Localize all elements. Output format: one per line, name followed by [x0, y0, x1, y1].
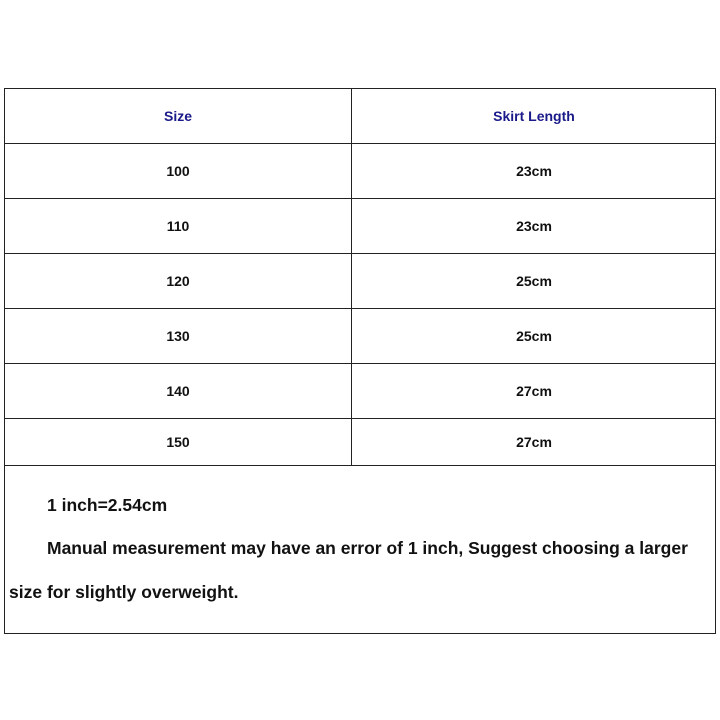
manual-measurement-note-line-1: Manual measurement may have an error of 1 inch, Suggest choosing a larger — [47, 538, 688, 558]
inch-conversion-note: 1 inch=2.54cm — [47, 495, 168, 515]
cell-skirt-length: 23cm — [352, 199, 717, 254]
cell-skirt-length: 25cm — [352, 309, 717, 364]
table-header — [5, 89, 716, 144]
table-row — [5, 254, 716, 309]
cell-size: 100 — [5, 144, 352, 199]
header-row — [5, 89, 716, 144]
cell-skirt-length: 27cm — [352, 364, 717, 419]
cell-size: 140 — [5, 364, 352, 419]
header-skirt-length: Skirt Length — [352, 89, 717, 144]
cell-size: 130 — [5, 309, 352, 364]
header-size: Size — [5, 89, 352, 144]
cell-skirt-length: 25cm — [352, 254, 717, 309]
cell-size: 110 — [5, 199, 352, 254]
cell-size: 150 — [5, 419, 352, 466]
table-row — [5, 144, 716, 199]
table-row — [5, 419, 716, 466]
size-table — [5, 89, 716, 466]
manual-measurement-note-line-2: size for slightly overweight. — [9, 582, 239, 602]
table-row — [5, 309, 716, 364]
cell-size: 120 — [5, 254, 352, 309]
cell-skirt-length: 27cm — [352, 419, 717, 466]
cell-skirt-length: 23cm — [352, 144, 717, 199]
size-chart — [4, 88, 716, 634]
table-row — [5, 364, 716, 419]
table-row — [5, 199, 716, 254]
table-body — [5, 144, 716, 466]
